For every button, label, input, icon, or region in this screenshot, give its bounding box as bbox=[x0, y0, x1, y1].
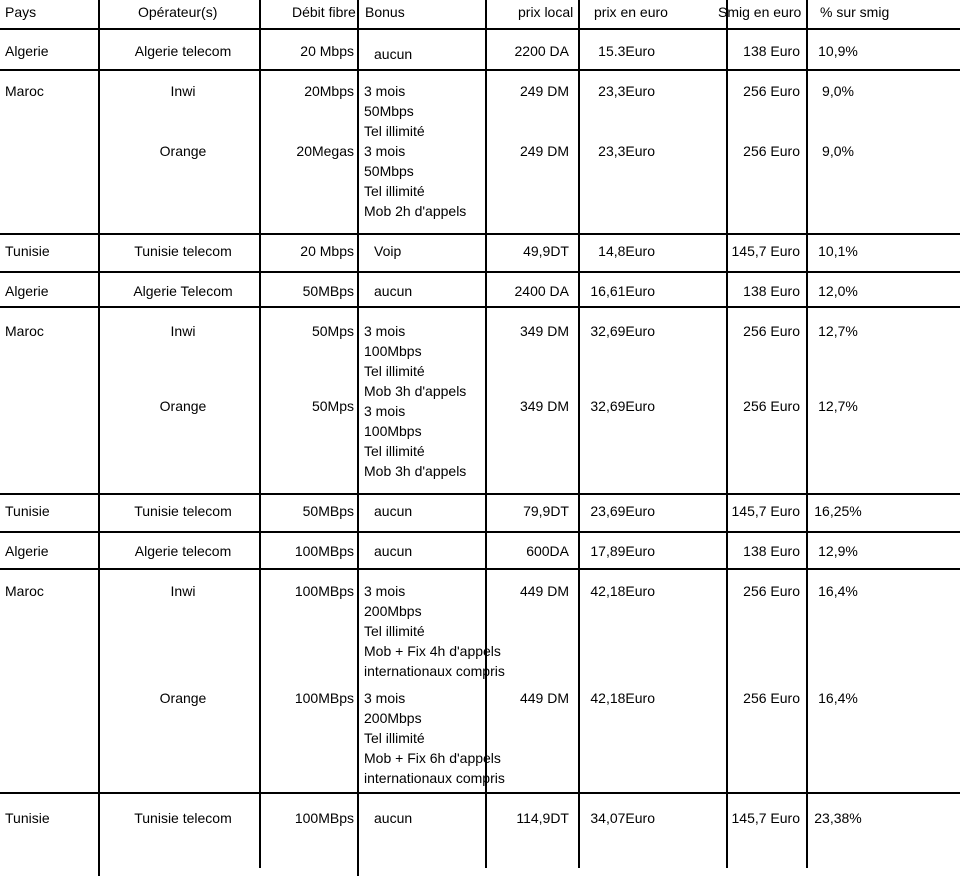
cell-bonus-line: Tel illimité bbox=[364, 123, 425, 139]
cell-bonus-line: 3 mois bbox=[364, 690, 406, 706]
cell-prix-euro: 23,3Euro bbox=[598, 83, 655, 99]
cell-operateur: Algerie telecom bbox=[134, 43, 232, 59]
cell-smig: 145,7 Euro bbox=[731, 810, 800, 826]
row-divider bbox=[0, 233, 960, 235]
cell-operateur: Orange bbox=[159, 690, 207, 706]
cell-pays: Tunisie bbox=[5, 243, 50, 259]
cell-pct: 12,0% bbox=[818, 283, 858, 299]
column-divider bbox=[98, 0, 100, 876]
cell-prix-euro: 14,8Euro bbox=[598, 243, 655, 259]
header-pays: Pays bbox=[5, 4, 37, 20]
cell-bonus-line: 3 mois bbox=[364, 143, 406, 159]
cell-pct: 10,9% bbox=[818, 43, 858, 59]
header-debit: Débit fibre bbox=[292, 4, 356, 20]
cell-prix-local: 449 DM bbox=[519, 690, 569, 706]
cell-bonus-line: Tel illimité bbox=[364, 183, 425, 199]
cell-prix-local: 349 DM bbox=[519, 398, 569, 414]
column-divider bbox=[578, 0, 580, 868]
cell-bonus-line: aucun bbox=[374, 283, 413, 299]
cell-bonus-line: 200Mbps bbox=[364, 710, 422, 726]
cell-pays: Maroc bbox=[5, 83, 44, 99]
cell-bonus-line: aucun bbox=[374, 810, 413, 826]
cell-bonus-line: 50Mbps bbox=[364, 163, 414, 179]
column-divider bbox=[806, 0, 808, 868]
cell-smig: 138 Euro bbox=[743, 43, 800, 59]
cell-debit: 100MBps bbox=[294, 543, 354, 559]
cell-debit: 50Mps bbox=[311, 323, 354, 339]
cell-bonus-line: Mob + Fix 4h d'appels bbox=[364, 643, 501, 659]
cell-prix-euro: 42,18Euro bbox=[590, 583, 655, 599]
row-divider bbox=[0, 493, 960, 495]
cell-prix-euro: 34,07Euro bbox=[590, 810, 655, 826]
cell-operateur: Inwi bbox=[170, 323, 196, 339]
cell-prix-euro: 23,69Euro bbox=[590, 503, 655, 519]
cell-pct: 12,7% bbox=[818, 398, 858, 414]
cell-smig: 256 Euro bbox=[743, 143, 800, 159]
header-prix-local: prix local bbox=[518, 4, 574, 20]
cell-bonus-line: internationaux compris bbox=[364, 770, 505, 786]
cell-prix-local: 2200 DA bbox=[514, 43, 569, 59]
cell-bonus-line: 3 mois bbox=[364, 403, 406, 419]
cell-bonus-line: Voip bbox=[374, 243, 402, 259]
cell-pct: 16,4% bbox=[818, 583, 858, 599]
cell-debit: 50MBps bbox=[302, 283, 354, 299]
cell-pays: Tunisie bbox=[5, 503, 50, 519]
cell-bonus-line: Tel illimité bbox=[364, 730, 425, 746]
cell-prix-euro: 15.3Euro bbox=[598, 43, 655, 59]
column-divider bbox=[726, 0, 728, 868]
cell-prix-euro: 42,18Euro bbox=[590, 690, 655, 706]
cell-prix-euro: 23,3Euro bbox=[598, 143, 655, 159]
cell-prix-local: 600DA bbox=[526, 543, 569, 559]
cell-pays: Maroc bbox=[5, 323, 44, 339]
cell-bonus-line: aucun bbox=[374, 503, 413, 519]
cell-pays: Maroc bbox=[5, 583, 44, 599]
cell-bonus-line: 3 mois bbox=[364, 583, 406, 599]
cell-smig: 145,7 Euro bbox=[731, 243, 800, 259]
cell-prix-euro: 17,89Euro bbox=[590, 543, 655, 559]
row-divider bbox=[0, 69, 960, 71]
cell-smig: 145,7 Euro bbox=[731, 503, 800, 519]
header-pct: % sur smig bbox=[820, 4, 890, 20]
row-divider bbox=[0, 792, 960, 794]
header-smig: Smig en euro bbox=[718, 4, 802, 20]
cell-bonus-line: Mob + Fix 6h d'appels bbox=[364, 750, 501, 766]
cell-bonus-line: internationaux compris bbox=[364, 663, 505, 679]
cell-debit: 100MBps bbox=[294, 810, 354, 826]
cell-prix-local: 249 DM bbox=[519, 83, 569, 99]
cell-bonus-line: Tel illimité bbox=[364, 443, 425, 459]
header-prix-euro: prix en euro bbox=[594, 4, 668, 20]
cell-bonus-line: Tel illimité bbox=[364, 623, 425, 639]
cell-bonus-line: 50Mbps bbox=[364, 103, 414, 119]
cell-operateur: Tunisie telecom bbox=[134, 243, 232, 259]
cell-debit: 20 Mbps bbox=[300, 243, 354, 259]
cell-debit: 20Mbps bbox=[304, 83, 354, 99]
cell-operateur: Tunisie telecom bbox=[134, 503, 232, 519]
row-divider bbox=[0, 306, 960, 308]
cell-prix-local: 49,9DT bbox=[523, 243, 569, 259]
cell-prix-local: 249 DM bbox=[519, 143, 569, 159]
cell-pct: 9,0% bbox=[822, 83, 854, 99]
cell-operateur: Tunisie telecom bbox=[134, 810, 232, 826]
cell-pct: 16,25% bbox=[814, 503, 862, 519]
cell-operateur: Orange bbox=[159, 143, 207, 159]
cell-prix-euro: 32,69Euro bbox=[590, 398, 655, 414]
cell-debit: 100MBps bbox=[294, 690, 354, 706]
cell-bonus-line: Tel illimité bbox=[364, 363, 425, 379]
cell-debit: 20Megas bbox=[296, 143, 354, 159]
cell-pct: 10,1% bbox=[818, 243, 858, 259]
cell-operateur: Inwi bbox=[170, 583, 196, 599]
cell-operateur: Inwi bbox=[170, 83, 196, 99]
cell-prix-local: 349 DM bbox=[519, 323, 569, 339]
cell-bonus-line: 100Mbps bbox=[364, 343, 422, 359]
cell-bonus-line: 3 mois bbox=[364, 83, 406, 99]
cell-bonus-line: aucun bbox=[374, 46, 413, 62]
row-divider bbox=[0, 568, 960, 570]
row-divider bbox=[0, 271, 960, 273]
cell-bonus-line: aucun bbox=[374, 543, 413, 559]
cell-debit: 100MBps bbox=[294, 583, 354, 599]
column-divider bbox=[485, 0, 487, 868]
cell-bonus-line: Mob 3h d'appels bbox=[364, 463, 467, 479]
cell-operateur: Algerie Telecom bbox=[133, 283, 233, 299]
cell-pays: Algerie bbox=[5, 43, 49, 59]
column-divider bbox=[357, 0, 359, 876]
cell-pays: Algerie bbox=[5, 283, 49, 299]
cell-operateur: Orange bbox=[159, 398, 207, 414]
cell-smig: 138 Euro bbox=[743, 283, 800, 299]
cell-pct: 12,7% bbox=[818, 323, 858, 339]
cell-smig: 256 Euro bbox=[743, 690, 800, 706]
row-divider bbox=[0, 531, 960, 533]
cell-smig: 256 Euro bbox=[743, 323, 800, 339]
cell-bonus-line: 3 mois bbox=[364, 323, 406, 339]
cell-smig: 256 Euro bbox=[743, 83, 800, 99]
cell-debit: 20 Mbps bbox=[300, 43, 354, 59]
cell-debit: 50Mps bbox=[311, 398, 354, 414]
row-divider bbox=[0, 28, 960, 30]
cell-pct: 16,4% bbox=[818, 690, 858, 706]
cell-pct: 23,38% bbox=[814, 810, 862, 826]
cell-prix-local: 79,9DT bbox=[523, 503, 569, 519]
column-divider bbox=[259, 0, 261, 868]
cell-bonus-line: 200Mbps bbox=[364, 603, 422, 619]
cell-prix-euro: 32,69Euro bbox=[590, 323, 655, 339]
cell-pct: 9,0% bbox=[822, 143, 854, 159]
cell-prix-local: 114,9DT bbox=[516, 810, 569, 826]
cell-debit: 50MBps bbox=[302, 503, 354, 519]
cell-smig: 256 Euro bbox=[743, 398, 800, 414]
cell-bonus-line: Mob 2h d'appels bbox=[364, 203, 467, 219]
cell-pays: Algerie bbox=[5, 543, 49, 559]
cell-smig: 256 Euro bbox=[743, 583, 800, 599]
cell-pct: 12,9% bbox=[818, 543, 858, 559]
cell-prix-local: 449 DM bbox=[519, 583, 569, 599]
cell-prix-local: 2400 DA bbox=[514, 283, 569, 299]
cell-prix-euro: 16,61Euro bbox=[590, 283, 655, 299]
cell-smig: 138 Euro bbox=[743, 543, 800, 559]
cell-operateur: Algerie telecom bbox=[134, 543, 232, 559]
cell-bonus-line: Mob 3h d'appels bbox=[364, 383, 467, 399]
header-operateur: Opérateur(s) bbox=[138, 4, 218, 20]
cell-pays: Tunisie bbox=[5, 810, 50, 826]
header-bonus: Bonus bbox=[365, 4, 405, 20]
cell-bonus-line: 100Mbps bbox=[364, 423, 422, 439]
